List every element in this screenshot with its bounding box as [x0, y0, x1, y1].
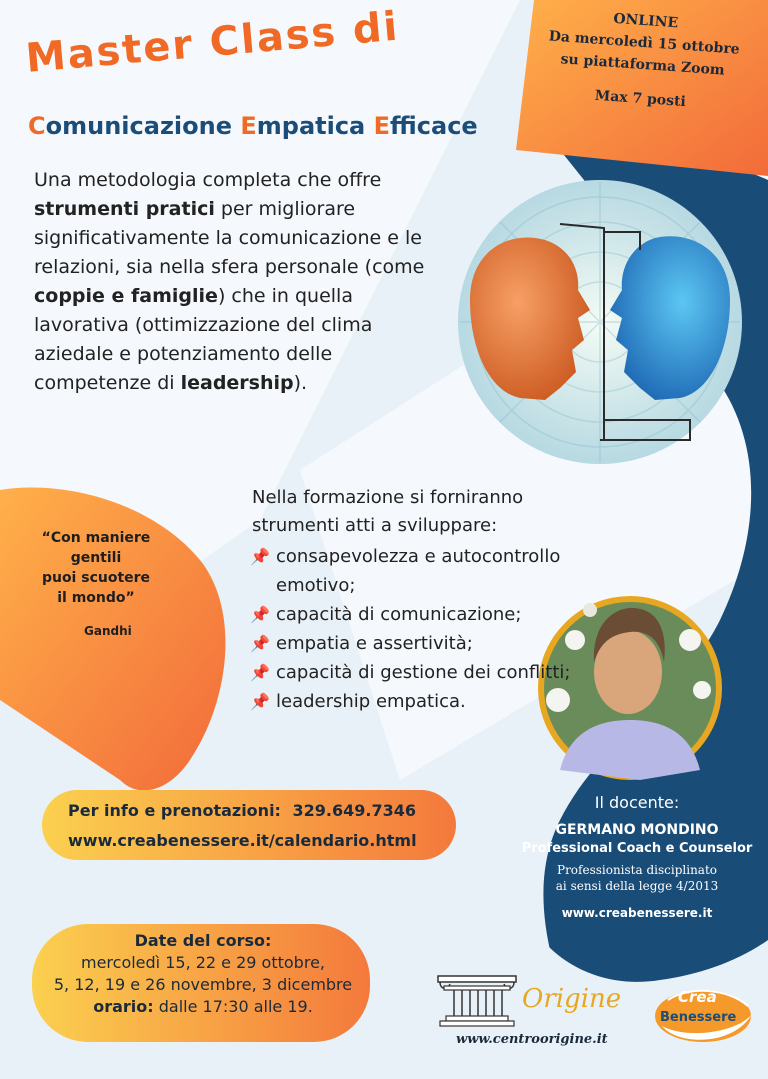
quote-line: puoi scuotere [41, 570, 151, 586]
skills-list [250, 542, 590, 716]
page-title: Master Class di [23, 3, 402, 82]
intro-text-3: ) che in quella lavorativa (ottimizzazione del clima aziedale e potenziamento delle competenze di [34, 285, 373, 394]
training-intro-line: Nella formazione si forniranno [252, 487, 524, 508]
subtitle-initial-e1: E [240, 112, 257, 140]
crea-benessere-logo [648, 980, 758, 1048]
event-platform: su piattaforma Zoom [560, 51, 726, 79]
list-item [250, 629, 590, 658]
intro-text-1: Una metodologia completa che offre [34, 169, 382, 191]
event-mode: ONLINE [612, 10, 679, 32]
skill-text: empatia e assertività; [276, 633, 473, 654]
subtitle-word-comunicazione: omunicazione [45, 112, 241, 140]
intro-text-2: per migliorare significativamente la comunicazione e le relazioni, sia nella sfera personale (come [34, 198, 425, 278]
subtitle-initial-e2: E [373, 112, 391, 140]
event-info-box [525, 2, 761, 118]
origine-logo-text: Origine [522, 984, 622, 1014]
training-intro [252, 484, 582, 540]
event-start-date: Da mercoledì 15 ottobre [548, 28, 741, 58]
pushpin-icon: 📌 [250, 692, 270, 711]
quote-author: Gandhi [84, 624, 132, 638]
pushpin-icon: 📌 [250, 634, 270, 653]
quote-line: “Con maniere [41, 530, 151, 546]
subtitle-initial-c: C [28, 112, 46, 140]
skill-text: leadership empatica. [276, 691, 466, 712]
list-item [250, 542, 590, 600]
teacher-role: Professional Coach e Counselor [521, 841, 753, 856]
teacher-legal-2: ai sensi della legge 4/2013 [555, 879, 719, 893]
dates-october: mercoledì 15, 22 e 29 ottobre, [80, 953, 325, 972]
skill-text: capacità di comunicazione; [276, 604, 522, 625]
pushpin-icon: 📌 [250, 663, 270, 682]
quote-block [16, 528, 176, 608]
course-subtitle [28, 112, 478, 140]
dates-title: Date del corso: [134, 931, 272, 950]
intro-bold-leadership: leadership [180, 372, 294, 394]
skill-text: consapevolezza e autocontrollo emotivo; [276, 546, 561, 596]
subtitle-word-efficace: fficace [390, 112, 478, 140]
intro-bold-tools: strumenti pratici [34, 198, 215, 220]
crea-logo-line2: Benessere [660, 1010, 737, 1025]
teacher-label: Il docente: [594, 793, 680, 812]
intro-paragraph [34, 166, 434, 398]
crea-logo-line1: Crea [678, 988, 717, 1006]
pushpin-icon: 📌 [250, 547, 270, 566]
calendar-link[interactable]: www.creabenessere.it/calendario.html [68, 831, 417, 850]
pushpin-icon: 📌 [250, 605, 270, 624]
list-item [250, 687, 590, 716]
teacher-legal-1: Professionista disciplinato [557, 863, 717, 877]
dates-november: 5, 12, 19 e 26 novembre, 3 dicembre [53, 975, 353, 994]
column-icon [434, 972, 520, 1028]
origine-website-link[interactable]: www.centroorigine.it [456, 1032, 608, 1047]
event-seat-limit: Max 7 posti [594, 87, 687, 111]
hours-value: dalle 17:30 alle 19. [153, 997, 313, 1016]
subtitle-word-empatica: mpatica [256, 112, 374, 140]
teacher-block [520, 792, 754, 920]
teacher-website-link[interactable]: www.creabenessere.it [561, 906, 713, 920]
intro-text-4: ). [293, 372, 308, 394]
booking-label: Per info e prenotazioni: [68, 801, 281, 820]
quote-line: gentili [70, 550, 122, 566]
training-intro-line: strumenti atti a sviluppare: [252, 515, 498, 536]
list-item [250, 600, 590, 629]
skill-text: capacità di gestione dei conflitti; [276, 662, 571, 683]
teacher-name: GERMANO MONDINO [555, 822, 719, 838]
hours-label: orario: [93, 997, 154, 1016]
phone-link[interactable]: 329.649.7346 [292, 801, 417, 820]
quote-line: il mondo” [57, 590, 135, 606]
booking-info [46, 796, 456, 858]
course-dates [38, 930, 368, 1018]
list-item [250, 658, 590, 687]
intro-bold-couples: coppie e famiglie [34, 285, 218, 307]
